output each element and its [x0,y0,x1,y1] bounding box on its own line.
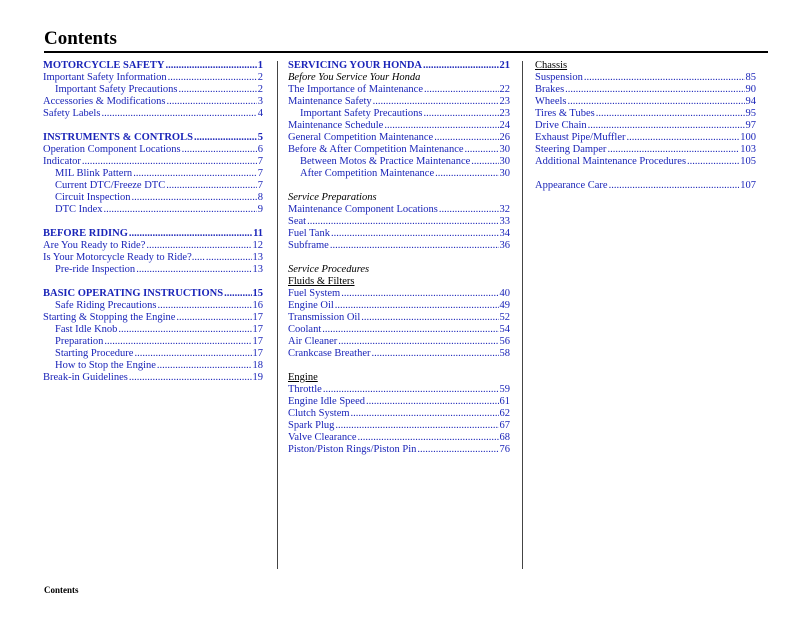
toc-page-number: 26 [499,132,510,143]
toc-entry-label: Throttle [288,384,322,395]
toc-page-number: 85 [745,72,756,83]
toc-page-number: 95 [745,108,756,119]
toc-page-number: 62 [499,408,510,419]
toc-entry-link[interactable] [535,84,756,96]
toc-page-number: 22 [499,84,510,95]
toc-entry-link[interactable] [288,288,510,300]
toc-entry-link[interactable] [43,324,263,336]
toc-entry-label: Preparation [55,336,104,347]
toc-entry-link[interactable] [43,360,263,372]
toc-entry-label: BASIC OPERATING INSTRUCTIONS [43,288,224,299]
toc-entry-label: Air Cleaner [288,336,338,347]
toc-page-number: 32 [499,204,510,215]
toc-entry-label: Starting Procedure [55,348,134,359]
toc-page-number: 7 [257,168,263,179]
spacer [43,120,263,132]
section-heading: Chassis [535,60,568,71]
toc-entry-link[interactable] [43,144,263,156]
toc-entry-link[interactable] [288,60,510,72]
toc-page-number: 54 [499,324,510,335]
spacer [43,216,263,228]
toc-page-number: 8 [257,192,263,203]
dot-leader [465,144,499,156]
toc-page-number: 103 [740,144,756,155]
toc-entry-label: Drive Chain [535,120,587,131]
dot-leader [194,132,257,144]
toc-entry-label: Wheels [535,96,567,107]
toc-entry-link[interactable] [288,300,510,312]
page-title: Contents [44,28,117,49]
toc-page-number: 2 [257,84,263,95]
dot-leader [157,300,251,312]
toc-page-number: 61 [499,396,510,407]
toc-page-number: 17 [252,312,263,323]
toc-page-number: 40 [499,288,510,299]
toc-entry-label: Clutch System [288,408,350,419]
toc-entry-link[interactable] [43,156,263,168]
toc-entry-label: Important Safety Precautions [55,84,178,95]
dot-leader [132,192,257,204]
toc-entry-link[interactable] [288,120,510,132]
toc-entry-link[interactable] [535,96,756,108]
dot-leader [206,252,252,264]
dot-leader [471,156,498,168]
toc-entry-link[interactable] [43,72,263,84]
toc-page-number: 17 [252,348,263,359]
toc-entry-label: The Importance of Maintenance [288,84,423,95]
toc-page-number: 36 [499,240,510,251]
toc-entry-link[interactable] [43,180,263,192]
toc-entry-link[interactable] [43,168,263,180]
spacer [535,168,756,180]
dot-leader [129,372,252,384]
toc-entry-label: Seat [288,216,307,227]
toc-page-number: 23 [499,108,510,119]
toc-entry-link[interactable] [43,240,263,252]
toc-entry-label: Current DTC/Freeze DTC [55,180,166,191]
dot-leader [136,264,251,276]
toc-page-number: 107 [740,180,756,191]
dot-leader [330,240,499,252]
dot-leader [372,348,499,360]
column-divider-2 [522,61,523,569]
toc-page-number: 6 [257,144,263,155]
dot-leader [417,444,498,456]
toc-page-number: 3 [257,96,263,107]
toc-entry-label: Maintenance Safety [288,96,372,107]
page-footer: Contents [44,585,79,595]
toc-entry-label: Fast Idle Knob [55,324,118,335]
toc-entry-label: Before & After Competition Maintenance [288,144,464,155]
toc-entry-link[interactable] [535,120,756,132]
toc-page-number: 7 [257,180,263,191]
dot-leader [134,348,251,360]
dot-leader [146,240,251,252]
dot-leader [351,408,499,420]
toc-entry-link[interactable] [43,288,263,300]
toc-page-number: 21 [499,60,510,71]
toc-entry-label: Indicator [43,156,81,167]
dot-leader [373,96,499,108]
toc-entry-link[interactable] [288,324,510,336]
toc-page-number: 24 [499,120,510,131]
toc-entry-label: Crankcase Breather [288,348,371,359]
spacer [43,276,263,288]
dot-leader [166,96,256,108]
toc-entry-label: Steering Damper [535,144,607,155]
section-heading: Service Procedures [288,264,370,275]
toc-entry-label: Maintenance Schedule [288,120,384,131]
toc-entry-link[interactable] [43,60,263,72]
toc-page-number: 56 [499,336,510,347]
toc-entry-link[interactable] [288,204,510,216]
dot-leader [224,288,251,300]
dot-leader [568,96,745,108]
toc-entry-link[interactable] [43,348,263,360]
dot-leader [423,60,498,72]
toc-entry-link[interactable] [43,84,263,96]
toc-entry-label: SERVICING YOUR HONDA [288,60,423,71]
toc-entry-label: Exhaust Pipe/Muffler [535,132,626,143]
toc-page-number: 94 [745,96,756,107]
toc-entry-label: How to Stop the Engine [55,360,156,371]
toc-entry-label: Operation Component Locations [43,144,181,155]
toc-entry-link[interactable] [43,204,263,216]
dot-leader [104,336,251,348]
toc-entry-link[interactable] [43,96,263,108]
dot-leader [104,204,257,216]
toc-entry-label: Transmission Oil [288,312,361,323]
dot-leader [607,144,739,156]
toc-column-1 [43,60,263,384]
dot-leader [439,204,499,216]
toc-entry-label: MIL Blink Pattern [55,168,133,179]
section-heading: Fluids & Filters [288,276,355,287]
toc-entry-link[interactable] [43,336,263,348]
dot-leader [358,432,499,444]
dot-leader [584,72,745,84]
toc-entry-label: Engine Idle Speed [288,396,365,407]
column-divider-1 [277,61,278,569]
dot-leader [165,60,256,72]
spacer [288,252,510,264]
dot-leader [424,84,499,96]
toc-entry-label: BEFORE RIDING [43,228,128,239]
dot-leader [168,72,257,84]
toc-entry-label: Safety Labels [43,108,101,119]
toc-entry-label: Fuel System [288,288,341,299]
dot-leader [307,216,498,228]
dot-leader [118,324,251,336]
dot-leader [322,324,498,336]
toc-page-number: 18 [252,360,263,371]
toc-entry-link[interactable] [288,144,510,156]
dot-leader [338,336,498,348]
dot-leader [687,156,739,168]
toc-page-number: 100 [740,132,756,143]
dot-leader [335,300,499,312]
toc-entry-link[interactable] [288,96,510,108]
toc-entry-label: INSTRUMENTS & CONTROLS [43,132,193,143]
toc-page-number: 17 [252,336,263,347]
toc-entry-label: Important Safety Precautions [300,108,423,119]
toc-entry-link[interactable] [43,192,263,204]
dot-leader [366,396,499,408]
toc-entry-link[interactable] [288,384,510,396]
toc-page-number: 13 [252,264,263,275]
toc-page-number: 11 [253,228,263,239]
toc-entry-label: Important Safety Information [43,72,167,83]
dot-leader [609,180,740,192]
toc-entry-label: Fuel Tank [288,228,330,239]
toc-entry-link[interactable] [43,264,263,276]
toc-page-number: 13 [252,252,263,263]
toc-entry-link[interactable] [535,108,756,120]
dot-leader [627,132,740,144]
toc-entry-link[interactable] [288,132,510,144]
toc-page-number: 15 [252,288,263,299]
dot-leader [384,120,498,132]
toc-entry-link[interactable] [288,84,510,96]
toc-page-number: 97 [745,120,756,131]
toc-page-number: 19 [252,372,263,383]
dot-leader [335,420,498,432]
toc-page-number: 9 [257,204,263,215]
toc-entry-link[interactable] [288,444,510,456]
toc-entry-link[interactable] [288,108,510,120]
dot-leader [176,312,251,324]
toc-page-number: 105 [740,156,756,167]
dot-leader [178,84,256,96]
toc-entry-label: Starting & Stopping the Engine [43,312,176,323]
toc-page-number: 58 [499,348,510,359]
toc-page-number: 17 [252,324,263,335]
toc-entry-label: DTC Index [55,204,103,215]
toc-column-3 [535,60,756,192]
dot-leader [323,384,499,396]
toc-page-number: 76 [499,444,510,455]
toc-page-number: 7 [257,156,263,167]
toc-entry-label: General Competition Maintenance [288,132,434,143]
section-heading: Before You Service Your Honda [288,72,421,83]
toc-page-number: 2 [257,72,263,83]
toc-entry-link[interactable] [535,132,756,144]
toc-entry-link[interactable] [43,252,263,264]
toc-entry-link[interactable] [43,372,263,384]
toc-entry-label: Piston/Piston Rings/Piston Pin [288,444,417,455]
toc-page-number: 23 [499,96,510,107]
toc-entry-label: Tires & Tubes [535,108,595,119]
toc-page-number: 90 [745,84,756,95]
toc-entry-label: Is Your Motorcycle Ready to Ride?..... [43,252,205,263]
section-heading: Engine [288,372,318,383]
dot-leader [435,168,498,180]
dot-leader [182,144,257,156]
toc-page-number: 12 [252,240,263,251]
toc-page-number: 67 [499,420,510,431]
toc-entry-link[interactable] [43,132,263,144]
toc-entry-link[interactable] [288,432,510,444]
dot-leader [166,180,257,192]
toc-entry-label: Subframe [288,240,329,251]
toc-page-number: 30 [499,144,510,155]
title-rule [44,51,768,53]
dot-leader [423,108,498,120]
toc-entry-label: Are You Ready to Ride? [43,240,146,251]
toc-page-number: 30 [499,156,510,167]
toc-entry-link[interactable] [288,240,510,252]
section-heading: Service Preparations [288,192,377,203]
toc-page-number: 4 [257,108,263,119]
dot-leader [101,108,256,120]
toc-page-number: 1 [257,60,263,71]
dot-leader [596,108,745,120]
toc-page-number: 68 [499,432,510,443]
toc-page-number: 49 [499,300,510,311]
toc-entry-label: Spark Plug [288,420,335,431]
toc-entry-link[interactable] [288,420,510,432]
toc-entry-link[interactable] [43,228,263,240]
dot-leader [588,120,745,132]
toc-entry-link[interactable] [288,408,510,420]
toc-entry-label: Maintenance Component Locations [288,204,438,215]
dot-leader [133,168,257,180]
toc-entry-link[interactable] [288,156,510,168]
dot-leader [82,156,257,168]
toc-entry-link[interactable] [288,348,510,360]
toc-entry-link[interactable] [43,312,263,324]
spacer [288,360,510,372]
toc-entry-link[interactable] [288,312,510,324]
toc-entry-link[interactable] [43,300,263,312]
toc-entry-label: Coolant [288,324,322,335]
toc-entry-label: Between Motos & Practice Maintenance [300,156,471,167]
toc-entry-link[interactable] [288,168,510,180]
toc-page-number: 33 [499,216,510,227]
toc-entry-label: MOTORCYCLE SAFETY [43,60,165,71]
dot-leader [434,132,498,144]
dot-leader [361,312,498,324]
toc-entry-label: Appearance Care [535,180,608,191]
toc-page-number: 5 [257,132,263,143]
toc-entry-label: Engine Oil [288,300,334,311]
toc-entry-label: Valve Clearance [288,432,357,443]
spacer [288,180,510,192]
dot-leader [565,84,744,96]
dot-leader [341,288,498,300]
toc-entry-label: Break-in Guidelines [43,372,128,383]
toc-entry-label: Additional Maintenance Procedures [535,156,687,167]
toc-entry-link[interactable] [535,144,756,156]
toc-page-number: 34 [499,228,510,239]
toc-entry-label: Circuit Inspection [55,192,131,203]
dot-leader [129,228,252,240]
dot-leader [331,228,499,240]
toc-entry-link[interactable] [43,108,263,120]
toc-entry-label: After Competition Maintenance [300,168,435,179]
toc-page-number: 52 [499,312,510,323]
toc-entry-link[interactable] [288,216,510,228]
toc-entry-label: Accessories & Modifications [43,96,166,107]
toc-entry-link[interactable] [288,336,510,348]
toc-entry-link[interactable] [535,72,756,84]
toc-entry-label: Pre-ride Inspection [55,264,136,275]
toc-entry-link[interactable] [288,396,510,408]
toc-entry-label: Brakes [535,84,565,95]
toc-page-number: 16 [252,300,263,311]
toc-entry-link[interactable] [535,180,756,192]
toc-page-number: 59 [499,384,510,395]
toc-page-number: 30 [499,168,510,179]
toc-entry-label: Safe Riding Precautions [55,300,157,311]
toc-entry-link[interactable] [535,156,756,168]
toc-entry-label: Suspension [535,72,583,83]
toc-column-2 [288,60,510,456]
toc-entry-link[interactable] [288,228,510,240]
dot-leader [157,360,252,372]
